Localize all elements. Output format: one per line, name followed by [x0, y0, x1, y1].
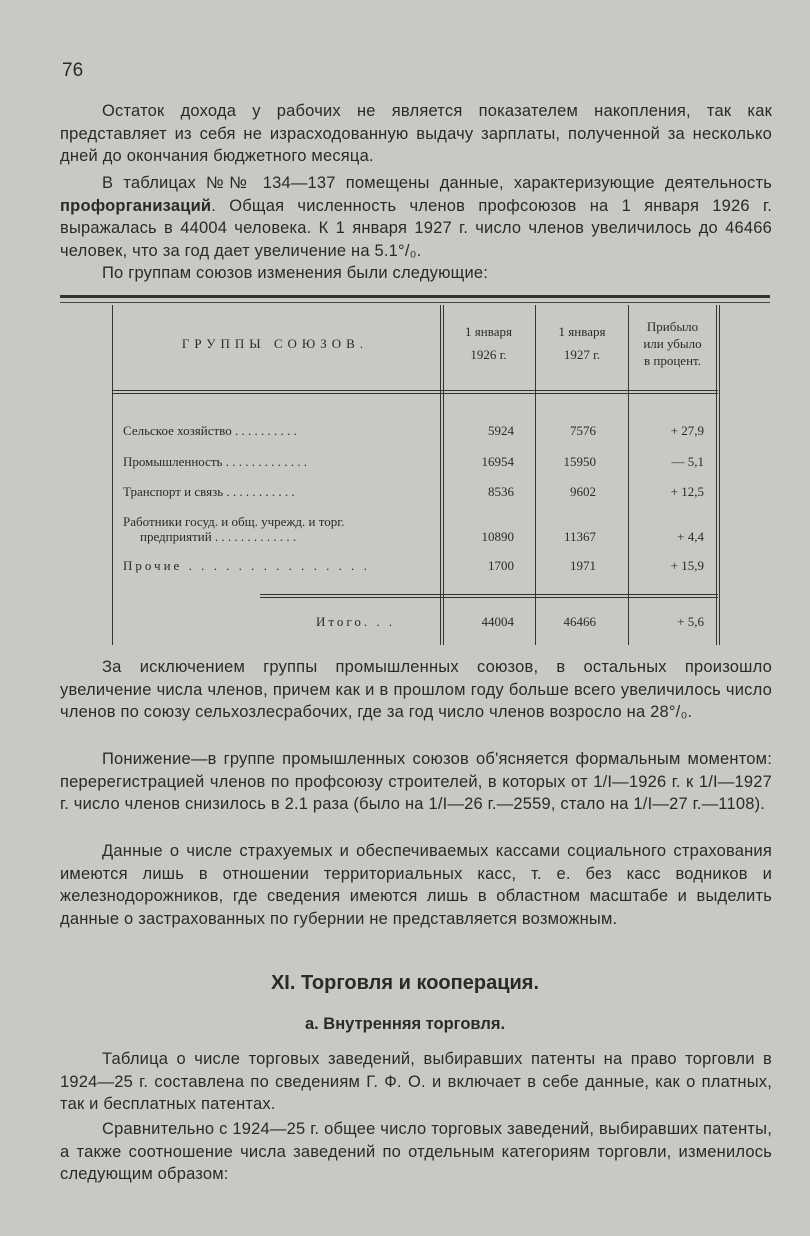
- paragraph-savings: Остаток дохода у рабочих не является показателем накопления, так как представляет из себя не израсходованную выдачу зарплаты, полученной за несколько дней до окончания бюджетного месяца.: [60, 102, 772, 165]
- row-1926: 5924: [488, 423, 514, 438]
- total-label: Итого. . .: [316, 614, 396, 629]
- paragraph-decrease: Понижение—в группе промышленных союзов об'ясняется формальным моментом: перерегистрацией членов по профсоюзу строителей, в которых от 1/I—1926 г. к 1/I—1927 г. число членов снизилось в 2.1 раза (было на 1/I—26 г.—2559, стало на 1/I—27 г.—1108).: [60, 750, 772, 813]
- row-1927: 15950: [563, 454, 596, 469]
- paragraph-table-intro: По группам союзов изменения были следующие:: [102, 264, 489, 282]
- row-1926: 10890: [481, 529, 514, 544]
- total-1927: 46466: [563, 614, 596, 629]
- header-change: Прибыло или убыло в процент.: [643, 319, 702, 368]
- row-name: Работники госуд. и общ. учрежд. и торг.: [123, 514, 345, 529]
- row-1927: 11367: [563, 529, 596, 544]
- header-1926: 1 января 1926 г.: [465, 324, 512, 362]
- total-1926: 44004: [481, 614, 514, 629]
- table-left-border: [112, 305, 113, 645]
- paragraph-trade-unions: В таблицах №№ 134—137 помещены данные, характеризующие деятельность профорганизаций. Общая численность членов профсоюзов на 1 января 1926 г. выражалась в 44004 человека. К 1 января 1927 г. число членов увеличилось до 46466 человек, что за год дает увеличение на 5.1°/₀.: [60, 174, 772, 260]
- row-name: Прочие . . . . . . . . . . . . . . .: [123, 558, 370, 573]
- row-change: + 12,5: [670, 484, 704, 499]
- subsection-title: а. Внутренняя торговля.: [304, 1015, 506, 1033]
- section-title: XI. Торговля и кооперация.: [270, 972, 540, 994]
- total-change: + 5,6: [677, 614, 704, 629]
- row-name: Промышленность . . . . . . . . . . . . .: [123, 454, 307, 469]
- row-1926: 16954: [481, 454, 514, 469]
- table-header-rule: [112, 390, 718, 394]
- header-groups: ГРУППЫ СОЮЗОВ.: [181, 336, 369, 351]
- row-name: Сельское хозяйство . . . . . . . . . .: [123, 423, 297, 438]
- row-1926: 8536: [488, 484, 514, 499]
- row-1927: 1971: [570, 558, 596, 573]
- bold-term: профорганизаций: [60, 196, 212, 215]
- row-change: — 5,1: [671, 454, 704, 469]
- row-change: + 15,9: [670, 558, 704, 573]
- table-total-rule: [260, 594, 718, 598]
- row-change: + 4,4: [677, 529, 704, 544]
- paragraph-insurance: Данные о числе страхуемых и обеспечиваемых кассами социального страхования имеются лишь в отношении территориальных касс, т. е. без касс водников и железнодорожников, где сведения имеются лишь в областном масштабе и выделить данные о застрахованных по губернии не представляется возможным.: [60, 842, 772, 928]
- union-groups-table: [60, 300, 770, 645]
- row-name: Транспорт и связь . . . . . . . . . . .: [123, 484, 295, 499]
- page-number: 76: [62, 60, 84, 81]
- row-name-continued: предприятий . . . . . . . . . . . . .: [140, 529, 297, 544]
- row-1927: 9602: [570, 484, 596, 499]
- paragraph-patents-comparison: Сравнительно с 1924—25 г. общее число торговых заведений, выбиравших патенты, а также соотношение числа заведений по отдельным категориям торговли, изменилось следующим образом:: [60, 1120, 772, 1183]
- paragraph-increase: За исключением группы промышленных союзов, в остальных произошло увеличение числа членов, причем как и в прошлом году больше всего увеличилось число членов по союзу сельхозлесрабочих, где за год число членов возросло на 28°/₀.: [60, 658, 772, 721]
- row-1926: 1700: [488, 558, 514, 573]
- paragraph-patents-table: Таблица о числе торговых заведений, выбиравших патенты на право торговли в 1924—25 г. составлена по сведениям Г. Ф. О. и включает в себе данные, как о платных, так и бесплатных патентах.: [60, 1050, 772, 1113]
- row-1927: 7576: [570, 423, 596, 438]
- row-change: + 27,9: [670, 423, 704, 438]
- header-1927: 1 января 1927 г.: [558, 324, 606, 362]
